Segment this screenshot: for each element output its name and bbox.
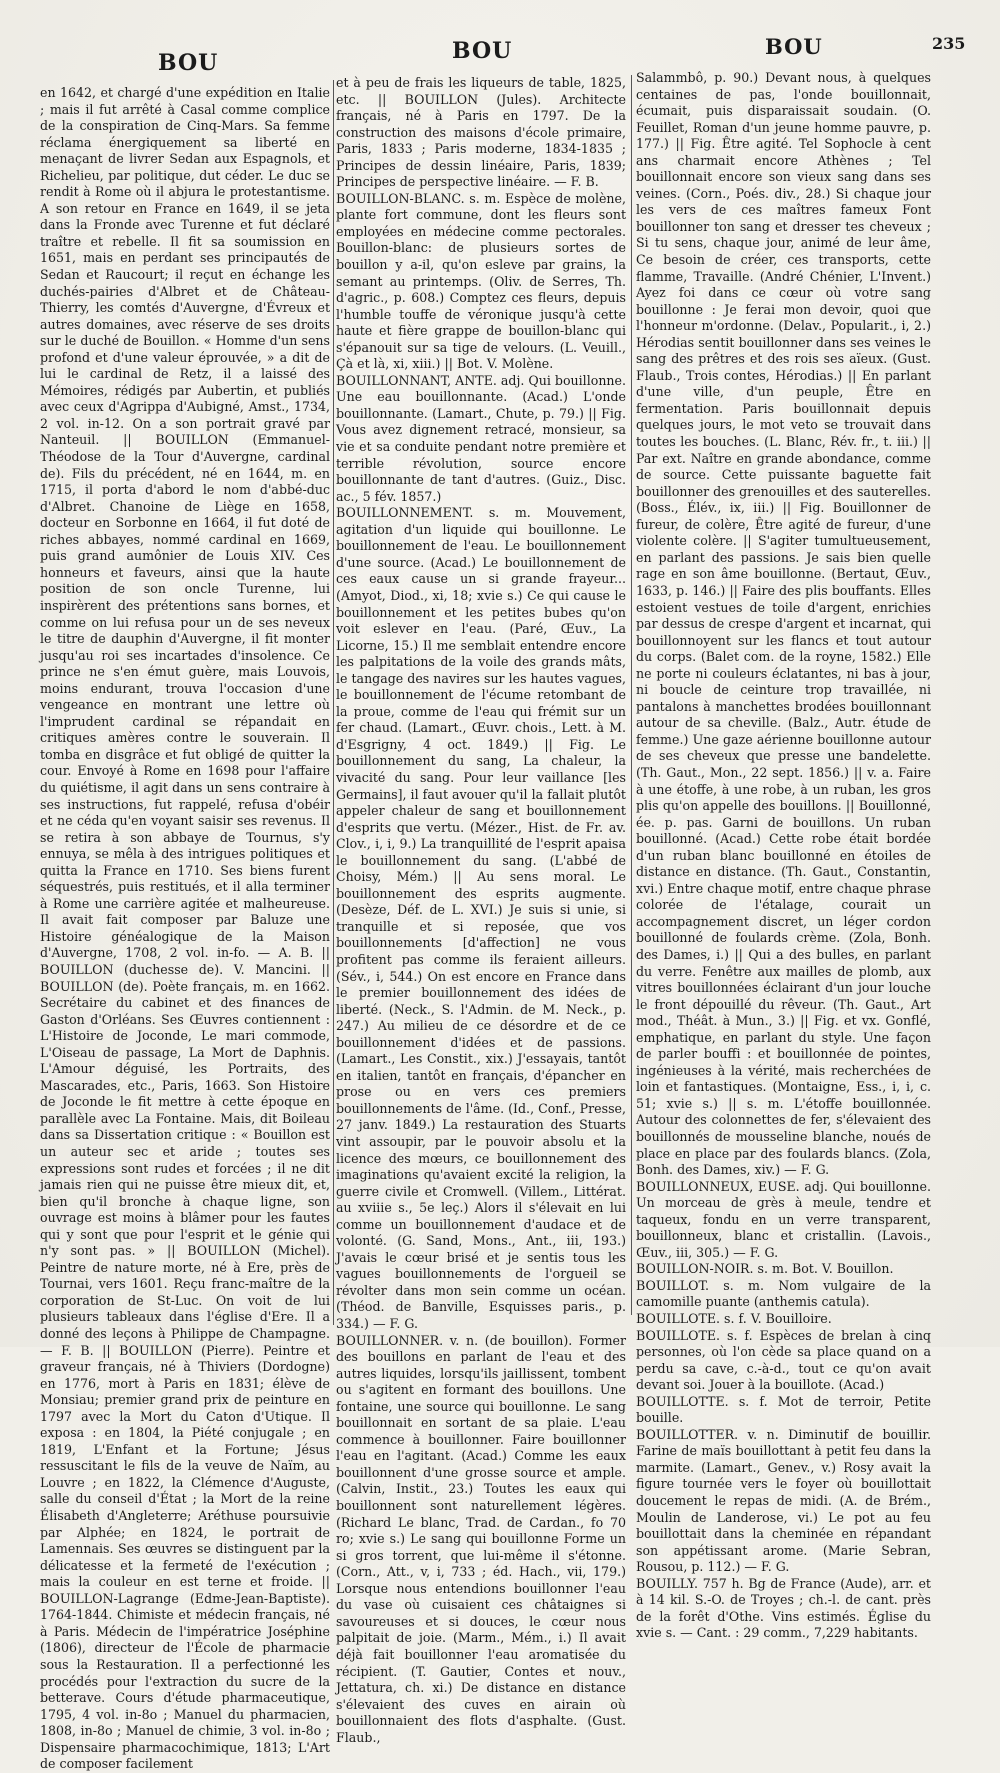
entry-bouillote-2: BOUILLOTE. s. f. Espèces de brelan à cinq personnes, où l'on cède sa place quand on a perdu sa cave, c.-à-d., tout ce qu'on avait devant soi. Jouer à la bouillote. (Acad.) xyxy=(636,1327,931,1393)
text-column-2 xyxy=(336,75,626,1745)
entry-bouillon-jules-cont: et à peu de frais les liqueurs de table, 1825, etc. || BOUILLON (Jules). Architecte français, né à Paris en 1797. De la construction des maisons d'école primaire, Paris, 1833 ; Paris moderne, 1834-1835 ; Principes de dessin linéaire, Paris, 1839; Principes de perspective linéaire. — F. B. xyxy=(336,75,626,190)
header-center-word: BOU xyxy=(452,38,513,64)
entry-bouillonner-cont: Salammbô, p. 90.) Devant nous, à quelques centaines de pas, l'onde bouillonnait, écumait, puis disparaissait soudain. (O. Feuillet, Roman d'un jeune homme pauvre, p. 177.) || Fig. Être agité. Tel Sophocle à cent ans charmait encore Athènes ; Tel bouillonnait encore son vieux sang dans ses veines. (Corn., Poés. div., 28.) Si chaque jour les vers de ces maîtres fameux Font bouillonner ton sang et dresser tes cheveux ; Si tu sens, chaque jour, animé de leur âme, Ce besoin de créer, ces transports, cette flamme, Travaille. (André Chénier, L'Invent.) Ayez foi dans ce cœur où votre sang bouillonne : Je ferai mon devoir, quoi que l'honneur m'ordonne. (Delav., Popularit., i, 2.) Hérodias sentit bouillonner dans ses veines le sang des prêtres et des rois ses aïeux. (Gust. Flaub., Trois contes, Hérodias.) || En parlant d'une ville, d'un peuple, Être en fermentation. Paris bouillonnait depuis quelques jours, le mot veto se trouvait dans toutes les bouches. (L. Blanc, Rév. fr., t. iii.) || Par ext. Naître en grande abondance, comme de source. Cette puissante baguette fait bouillonner des grenouilles et des sauterelles. (Boss., Élév., ix, iii.) || Fig. Bouillonner de fureur, de colère, Être agité de fureur, d'une violente colère. || S'agiter tumultueusement, en parlant des passions. Je sais bien quelle rage en son âme bouillonne. (Bertaut, Œuv., 1633, p. 146.) || Faire des plis bouffants. Elles estoient vestues de toile d'argent, enrichies par dessus de crespe d'argent et incarnat, qui bouillonnoyent sur les flancs et tout autour du corps. (Balet com. de la royne, 1582.) Elle ne porte ni couleurs éclatantes, ni bas à jour, ni boucle de ceinture trop travaillée, ni pantalons à manchettes brodées bouillonnant autour de sa cheville. (Balz., Autr. étude de femme.) Une gaze aérienne bouillonne autour de ses cheveux que presse une bandelette. (Th. Gaut., Mon., 22 sept. 1856.) || v. a. Faire à une étoffe, à une robe, à un ruban, les gros plis qu'on appelle des bouillons. || Bouillonné, ée. p. pas. Garni de bouillons. Un ruban bouillonné. (Acad.) Cette robe était bordée d'un ruban blanc bouillonné en étoiles de distance en distance. (Th. Gaut., Constantin, xvi.) Entre chaque motif, entre chaque phrase colorée de l'étalage, courait un accompagnement discret, un léger cordon bouillonné de foulards crème. (Zola, Bonh. des Dames, i.) || Qui a des bulles, en parlant du verre. Fenêtre aux mailles de plomb, aux vitres bouillonnées éclairant d'un jour louche le front dépouillé du rêveur. (Th. Gaut., Art mod., Théât. à Mun., 3.) || Fig. et vx. Gonflé, emphatique, en parlant du style. Une façon de parler bouffi : et bouillonnée de pointes, ingénieuses à la vérité, mais recherchées de loin et fantastiques. (Montaigne, Ess., i, i, c. 51; xvie s.) || s. m. L'étoffe bouillonnée. Autour des colonnettes de fer, s'élevaient des bouillonnés de mousseline blanche, noués de place en place par des foulards blancs. (Zola, Bonh. des Dames, xiv.) — F. G. xyxy=(636,70,931,1178)
entry-bouillon-blanc: BOUILLON-BLANC. s. m. Espèce de molène, plante fort commune, dont les fleurs sont employées en médecine comme pectorales. Bouillon-blanc: de plusieurs sortes de bouillon y a-il, qu'on esleve par grains, la semant au printemps. (Oliv. de Serres, Th. d'agric., p. 608.) Comptez ces fleurs, depuis l'humble touffe de véronique jusqu'à cette haute et fière grappe de bouillon-blanc qui s'épanouit sur sa tige de velours. (L. Veuill., Çà et là, xi, xiii.) || Bot. V. Molène. xyxy=(336,190,626,372)
entry-bouillonner: BOUILLONNER. v. n. (de bouillon). Former des bouillons en parlant de l'eau et des autres liquides, lorsqu'ils jaillissent, tombent ou s'agitent en formant des bouillons. Une fontaine, une source qui bouillonne. Le sang bouillonnait en sortant de sa plaie. L'eau commence à bouillonner. Faire bouillonner l'eau en l'agitant. (Acad.) Comme les eaux bouillonnent d'une grosse source et ample. (Calvin, Instit., 23.) Toutes les eaux qui bouillonnent sont naturellement légères. (Richard Le blanc, Trad. de Cardan., fo 70 ro; xvie s.) Le sang qui bouillonne Forme un si gros torrent, que lui-même il s'étonne. (Corn., Att., v, i, 733 ; éd. Hach., vii, 179.) Lorsque nous entendions bouillonner l'eau du vase où cuisaient ces châtaignes si savoureuses et si douces, le cœur nous palpitait de joie. (Marm., Mém., i.) Il avait déjà fait bouillonner l'eau aromatisée du récipient. (T. Gautier, Contes et nouv., Jettatura, ch. xi.) De distance en distance s'élevaient des cuves en airain où bouillonnaient des flots d'asphalte. (Gust. Flaub., xyxy=(336,1332,626,1745)
entry-bouillot: BOUILLOT. s. m. Nom vulgaire de la camomille puante (anthemis catula). xyxy=(636,1277,931,1310)
entry-bouillonneux: BOUILLONNEUX, EUSE. adj. Qui bouillonne. Un morceau de grès à meule, tendre et taqueux, fondu en un verre transparent, bouillonneux, blanc et cristallin. (Lavois., Œuv., iii, 305.) — F. G. xyxy=(636,1178,931,1260)
header-left-word: BOU xyxy=(158,50,219,76)
column-rule-left xyxy=(333,80,334,1325)
column-1-paragraph: en 1642, et chargé d'une expédition en Italie ; mais il fut arrêté à Casal comme complice de la conspiration de Cinq-Mars. Sa femme réclama énergiquement sa liberté en menaçant de livrer Sedan aux Espagnols, et Richelieu, par politique, dut céder. Le duc se rendit à Rome où il abjura le protestantisme. A son retour en France en 1649, il se jeta dans la Fronde avec Turenne et fut déclaré traître et rebelle. Il fit sa soumission en 1651, mais en perdant ses principautés de Sedan et Raucourt; il reçut en échange les duchés-pairies d'Albret et de Château-Thierry, les comtés d'Auvergne, d'Évreux et autres domaines, avec réserve de ses droits sur le duché de Bouillon. « Homme d'un sens profond et d'une valeur éprouvée, » a dit de lui le cardinal de Retz, il a laissé des Mémoires, rédigés par Aubertin, et publiés avec ceux d'Agrippa d'Aubigné, Amst., 1734, 2 vol. in-12. On a son portrait gravé par Nanteuil. || BOUILLON (Emmanuel-Théodose de la Tour d'Auvergne, cardinal de). Fils du précédent, né en 1644, m. en 1715, il porta d'abord le nom d'abbé-duc d'Albret. Chanoine de Liège en 1658, docteur en Sorbonne en 1664, il fut doté de riches abbayes, nommé cardinal en 1669, puis grand aumônier de Louis XIV. Ces honneurs et faveurs, ainsi que la haute position de son oncle Turenne, lui inspirèrent des prétentions sans bornes, et comme on lui refusa pour un de ses neveux le titre de dauphin d'Auvergne, il fit monter jusqu'au roi ses incartades d'insolence. Ce prince ne s'en émut guère, mais Louvois, moins endurant, trouva l'occasion d'une vengeance en montrant une lettre où l'imprudent cardinal se répandait en critiques amères contre le souverain. Il tomba en disgrâce et fut obligé de quitter la cour. Envoyé à Rome en 1698 pour l'affaire du quiétisme, il agit dans un sens contraire à ses instructions, fut rappelé, refusa d'obéir et ne céda qu'en voyant saisir ses revenus. Il se retira à son abbaye de Tournus, s'y ennuya, se mêla à des intrigues politiques et quitta la France en 1710. Ses biens furent séquestrés, puis restitués, et il alla terminer à Rome une carrière agitée et malheureuse. Il avait fait composer par Baluze une Histoire généalogique de la Maison d'Auvergne, 1708, 2 vol. in-fo. — A. B. || BOUILLON (duchesse de). V. Mancini. || BOUILLON (de). Poète français, m. en 1662. Secrétaire du cabinet et des finances de Gaston d'Orléans. Ses Œuvres contiennent : L'Histoire de Joconde, Le mari commode, L'Oiseau de passage, La Mort de Daphnis. L'Amour déguisé, les Portraits, des Mascarades, etc., Paris, 1663. Son Histoire de Joconde le fit mettre à cette époque en parallèle avec La Fontaine. Mais, dit Boileau dans sa Dissertation critique : « Bouillon est un auteur sec et aride ; toutes ses expressions sont rudes et forcées ; il ne dit jamais rien qui ne puisse être mieux dit, et, bien qu'il bronche à chaque ligne, son ouvrage est moins à blâmer pour les fautes qui y sont que pour l'esprit et le génie qui n'y sont pas. » || BOUILLON (Michel). Peintre de nature morte, né à Ere, près de Tournai, vers 1601. Reçu franc-maître de la corporation de St-Luc. On voit de lui plusieurs tableaux dans l'église d'Ere. Il a donné des leçons à Philippe de Champagne. — F. B. || BOUILLON (Pierre). Peintre et graveur français, né à Thiviers (Dordogne) en 1776, mort à Paris en 1831; élève de Monsiau; premier grand prix de peinture en 1797 avec la Mort du Caton d'Utique. Il exposa : en 1804, la Piété conjugale ; en 1819, L'Enfant et la Fortune; Jésus ressuscitant le fils de la veuve de Naïm, au Louvre ; en 1822, la Clémence d'Auguste, salle du conseil d'État ; la Mort de la reine Élisabeth d'Angleterre; Aréthuse poursuivie par Alphée; en 1824, le portrait de Lamennais. Ses œuvres se distinguent par la délicatesse et la fermeté de l'exécution ; mais la couleur en est terne et froide. || BOUILLON-Lagrange (Edme-Jean-Baptiste). 1764-1844. Chimiste et médecin français, né à Paris. Médecin de l'impératrice Joséphine (1806), directeur de l'École de pharmacie sous la Restauration. Il a perfectionné les procédés pour l'extraction du sucre de la betterave. Cours d'étude pharmaceutique, 1795, 4 vol. in-8o ; Manuel du pharmacien, 1808, in-8o ; Manuel de chimie, 3 vol. in-8o ; Dispensaire pharmacochimique, 1813; L'Art de composer facilement xyxy=(40,85,330,1772)
header-right-word: BOU xyxy=(765,34,823,59)
entry-bouillote-1: BOUILLOTE. s. f. V. Bouilloire. xyxy=(636,1311,832,1327)
entry-bouillotter: BOUILLOTTER. v. n. Diminutif de bouillir. Farine de maïs bouillottant à petit feu dans la marmite. (Lamart., Genev., v.) Rosy avait la figure tournée vers le foyer où bouillottait doucement le repas de midi. (A. de Brém., Moulin de Landerose, vi.) Le pot au feu bouillottait dans la cheminée en répandant son appétissant arome. (Marie Sebran, Rousou, p. 112.) — F. G. xyxy=(636,1426,931,1575)
page-number: 235 xyxy=(932,34,966,53)
entry-bouillonnement: BOUILLONNEMENT. s. m. Mouvement, agitation d'un liquide qui bouillonne. Le bouillonnement de l'eau. Le bouillonnement d'une source. (Acad.) Le bouillonnement de ces eaux cause un si grande frayeur... (Amyot, Diod., xi, 18; xvie s.) Ce qui cause le bouillonnement et les petites bubes qu'on voit eslever en l'eau. (Paré, Œuv., La Licorne, 15.) Il me semblait entendre encore les palpitations de la voile des grands mâts, le tangage des navires sur les hautes vagues, le bouillonnement de l'écume retombant de la proue, comme de l'eau qui frémit sur un fer chaud. (Lamart., Œuvr. chois., Lett. à M. d'Esgrigny, 4 oct. 1849.) || Fig. Le bouillonnement du sang, La chaleur, la vivacité du sang. Pour leur vaillance [les Germains], il faut avouer qu'il la fallait plutôt appeler chaleur de sang et bouillonnement d'esprits que vertu. (Mézer., Hist. de Fr. av. Clov., i, i, 9.) La tranquillité de l'esprit apaisa le bouillonnement du sang. (L'abbé de Choisy, Mém.) || Au sens moral. Le bouillonnement des esprits augmente. (Desèze, Déf. de L. XVI.) Je suis si unie, si tranquille et si reposée, que vos bouillonnements [d'affection] ne vous profitent pas comme ils feraient ailleurs. (Sév., i, 544.) On est encore en France dans le premier bouillonnement des idées de liberté. (Neck., S. l'Admin. de M. Neck., p. 247.) Au milieu de ce désordre et de ce bouillonnement d'idées et de passions. (Lamart., Les Constit., xix.) J'essayais, tantôt en italien, tantôt en français, d'épancher en prose ou en vers ces premiers bouillonnements de l'âme. (Id., Conf., Presse, 27 janv. 1849.) La restauration des Stuarts vint assoupir, par le pouvoir absolu et la licence des mœurs, ce bouillonnement des imaginations qu'avaient excité la religion, la guerre civile et Cromwell. (Villem., Littérat. au xviiie s., 5e leç.) Alors il s'élevait en lui comme un bouillonnement d'audace et de volonté. (G. Sand, Mons., Ant., iii, 193.) J'avais le cœur brisé et je sentis tous les vagues bouillonnements de l'orgueil se révolter dans mon sein comme un océan. (Théod. de Banville, Esquisses paris., p. 334.) — F. G. xyxy=(336,505,626,1332)
running-header xyxy=(0,30,1000,76)
entry-bouilly: BOUILLY. 757 h. Bg de France (Aude), arr. et à 14 kil. S.-O. de Troyes ; ch.-l. de cant. près de la forêt d'Othe. Vins estimés. Église du xvie s. — Cant. : 29 comm., 7,229 habitants. xyxy=(636,1575,931,1641)
entry-bouillon-noir: BOUILLON-NOIR. s. m. Bot. V. Bouillon. xyxy=(636,1261,894,1277)
text-column-3 xyxy=(636,70,931,1641)
entry-bouillotte: BOUILLOTTE. s. f. Mot de terroir, Petite bouille. xyxy=(636,1393,931,1426)
entry-bouillonnant: BOUILLONNANT, ANTE. adj. Qui bouillonne. Une eau bouillonnante. (Acad.) L'onde bouillonnante. (Lamart., Chute, p. 79.) || Fig. Vous avez dignement retracé, monsieur, sa vie et sa conduite pendant notre première et terrible révolution, source encore bouillonnante de tant d'autres. (Guiz., Disc. ac., 5 fév. 1857.) xyxy=(336,372,626,504)
column-rule-right xyxy=(631,75,632,1315)
text-column-1 xyxy=(40,85,330,1772)
